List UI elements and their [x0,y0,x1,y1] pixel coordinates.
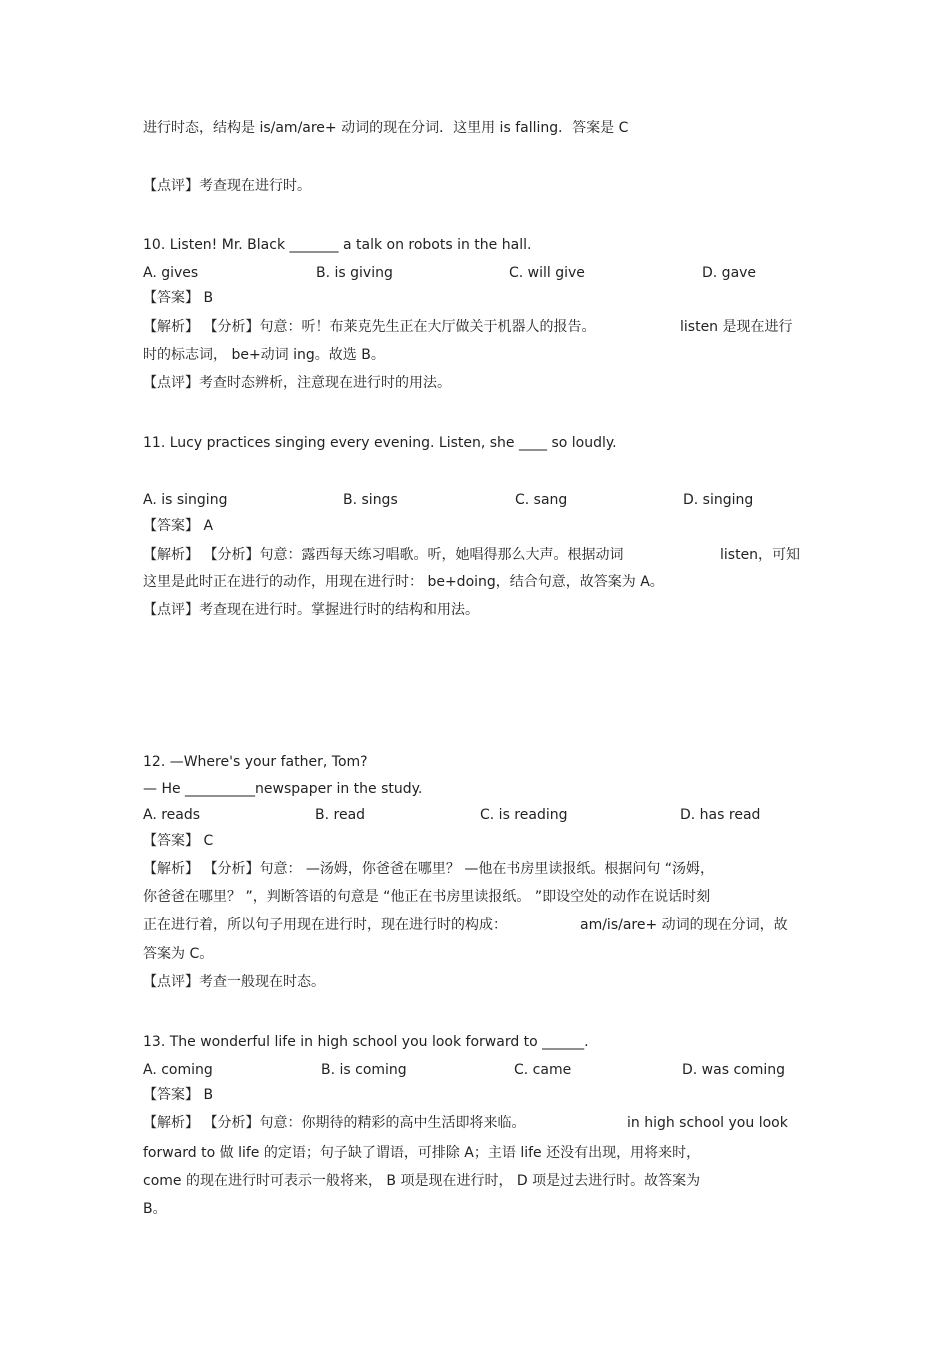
q13-question: 13. The wonderful life in high school you look forward to ______. [143,1034,589,1050]
q11-answer: 【答案】 A [143,518,214,534]
q10-answer: 【答案】 B [143,290,214,306]
q10-analysis-tail: listen 是现在进行 [680,319,793,335]
q11-option-c: C. sang [515,492,568,508]
q11-analysis-tail: listen，可知 [720,547,801,563]
q11-analysis: 【解析】 【分析】句意：露西每天练习唱歌。听，她唱得那么大声。根据动词 [143,547,624,563]
q13-option-a: A. coming [143,1062,213,1078]
q10-option-b: B. is giving [316,265,393,281]
intro-comment: 【点评】考查现在进行时。 [143,178,311,194]
q12-option-c: C. is reading [480,807,568,823]
q13-analysis-tail: in high school you look [627,1115,788,1131]
q13-answer: 【答案】 B [143,1087,214,1103]
q12-answer: 【答案】 C [143,833,214,849]
q11-comment: 【点评】考查现在进行时。掌握进行时的结构和用法。 [143,602,479,618]
q10-option-d: D. gave [702,265,757,281]
q10-comment: 【点评】考查时态辨析，注意现在进行时的用法。 [143,375,451,391]
q12-question: 12. —Where's your father, Tom? [143,754,368,770]
q13-analysis-line4: B。 [143,1201,167,1217]
q11-analysis-line2: 这里是此时正在进行的动作，用现在进行时： be+doing，结合句意，故答案为 A。 [143,574,664,590]
q10-option-a: A. gives [143,265,199,281]
q12-option-d: D. has read [680,807,761,823]
q12-analysis-line3: 正在进行着，所以句子用现在进行时，现在进行时的构成： [143,917,507,933]
q10-option-c: C. will give [509,265,585,281]
q12-option-a: A. reads [143,807,201,823]
q12-analysis-line2: 你爸爸在哪里？ ”，判断答语的句意是 “他正在书房里读报纸。 ”即设空处的动作在说话时刻 [143,889,711,905]
q13-analysis-line2: forward to 做 life 的定语；句子缺了谓语，可排除 A；主语 life 还没有出现，用将来时， [143,1145,701,1161]
q12-analysis-line3-tail: am/is/are+ 动词的现在分词，故 [580,917,788,933]
q13-option-b: B. is coming [321,1062,407,1078]
q12-option-b: B. read [315,807,366,823]
q11-option-a: A. is singing [143,492,228,508]
q10-analysis: 【解析】 【分析】句意：听！布莱克先生正在大厅做关于机器人的报告。 [143,319,596,335]
q10-analysis-line2: 时的标志词， be+动词 ing。故选 B。 [143,347,385,363]
intro-line: 进行时态，结构是 is/am/are+ 动词的现在分词．这里用 is falling．答案是 C [143,120,629,136]
q13-analysis: 【解析】 【分析】句意：你期待的精彩的高中生活即将来临。 [143,1115,526,1131]
q12-analysis-line4: 答案为 C。 [143,946,214,962]
q12-question-line2: — He __________newspaper in the study. [143,781,423,797]
q12-comment: 【点评】考查一般现在时态。 [143,974,325,990]
q12-analysis: 【解析】 【分析】句意： —汤姆，你爸爸在哪里？ —他在书房里读报纸。根据问句 “汤姆， [143,861,715,877]
q10-question: 10. Listen! Mr. Black _______ a talk on robots in the hall. [143,237,532,253]
q13-option-c: C. came [514,1062,572,1078]
q11-question: 11. Lucy practices singing every evening. Listen, she ____ so loudly. [143,435,617,451]
q11-option-d: D. singing [683,492,754,508]
q13-analysis-line3: come 的现在进行时可表示一般将来， B 项是现在进行时， D 项是过去进行时。故答案为 [143,1173,701,1189]
q13-option-d: D. was coming [682,1062,786,1078]
q11-option-b: B. sings [343,492,398,508]
